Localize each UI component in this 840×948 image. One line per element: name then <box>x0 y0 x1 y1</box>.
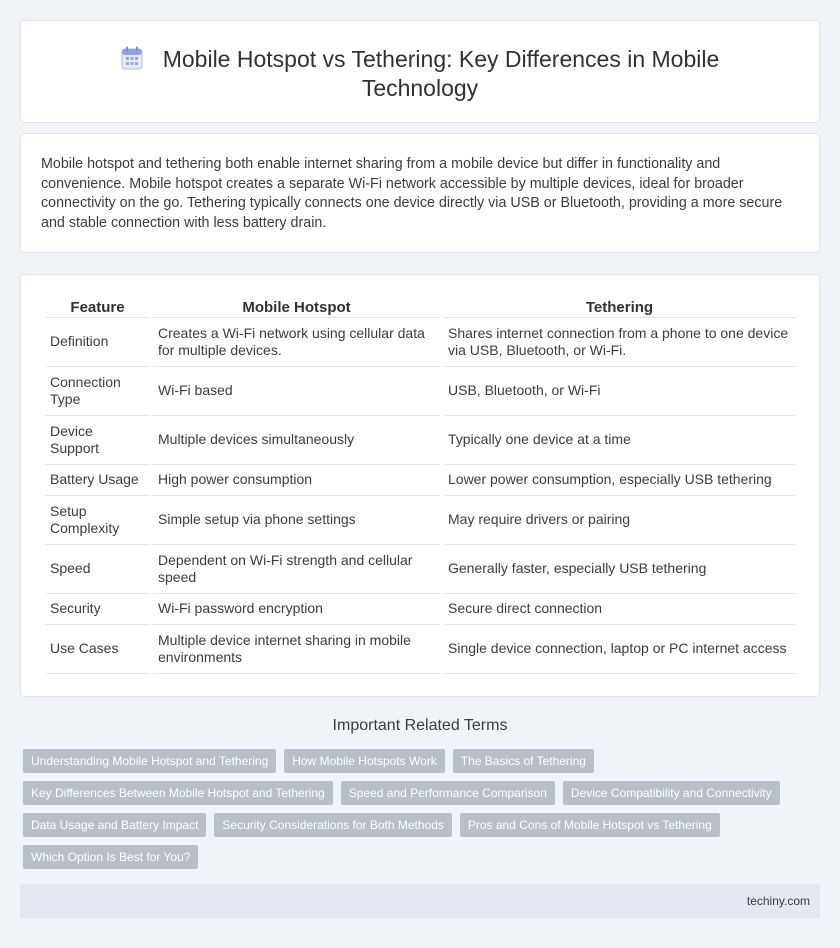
row-tethering: Lower power consumption, especially USB tethering <box>443 465 796 496</box>
comparison-table <box>42 298 799 674</box>
row-hotspot: Multiple device internet sharing in mobile environments <box>153 625 440 674</box>
table-row <box>45 416 796 465</box>
table-row <box>45 367 796 416</box>
row-hotspot: Simple setup via phone settings <box>153 496 440 545</box>
related-term-tag[interactable]: Which Option Is Best for You? <box>23 845 198 869</box>
related-term-tag[interactable]: Speed and Performance Comparison <box>341 781 555 805</box>
site-link[interactable]: techiny.com <box>746 894 810 908</box>
row-tethering: May require drivers or pairing <box>443 496 796 545</box>
header-mobile-hotspot: Mobile Hotspot <box>153 298 440 318</box>
row-tethering: USB, Bluetooth, or Wi-Fi <box>443 367 796 416</box>
row-tethering: Secure direct connection <box>443 594 796 625</box>
table-row <box>45 545 796 594</box>
title-line-2: Technology <box>361 75 479 101</box>
row-feature: Battery Usage <box>45 465 150 496</box>
related-term-tag[interactable]: Understanding Mobile Hotspot and Tethering <box>23 749 276 773</box>
row-hotspot: Wi-Fi password encryption <box>153 594 440 625</box>
header-feature: Feature <box>45 298 150 318</box>
row-tethering: Generally faster, especially USB tethering <box>443 545 796 594</box>
intro-card <box>20 133 820 253</box>
related-term-tag[interactable]: The Basics of Tethering <box>453 749 594 773</box>
table-row <box>45 318 796 367</box>
related-term-tag[interactable]: Security Considerations for Both Methods <box>214 813 451 837</box>
calendar-icon <box>121 46 143 70</box>
row-tethering: Typically one device at a time <box>443 416 796 465</box>
related-term-tag[interactable]: Data Usage and Battery Impact <box>23 813 206 837</box>
related-term-tag[interactable]: Pros and Cons of Mobile Hotspot vs Tethering <box>460 813 720 837</box>
related-term-tag[interactable]: Key Differences Between Mobile Hotspot and Tethering <box>23 781 333 805</box>
footer <box>20 884 820 918</box>
title-card <box>20 20 820 123</box>
row-feature: Setup Complexity <box>45 496 150 545</box>
related-term-tag[interactable]: Device Compatibility and Connectivity <box>563 781 780 805</box>
row-hotspot: Creates a Wi-Fi network using cellular data for multiple devices. <box>153 318 440 367</box>
table-row <box>45 496 796 545</box>
table-row <box>45 465 796 496</box>
row-feature: Device Support <box>45 416 150 465</box>
page-title <box>21 45 819 103</box>
row-hotspot: Multiple devices simultaneously <box>153 416 440 465</box>
intro-paragraph: Mobile hotspot and tethering both enable internet sharing from a mobile device but differ in functionality and convenience. Mobile hotspot creates a separate Wi-Fi network accessible by multiple devices, ideal for broader connectivity on the go. Tethering typically connects one device directly via USB or Bluetooth, providing a more secure and stable connection with less battery drain. <box>41 156 783 231</box>
related-terms-heading: Important Related Terms <box>332 717 508 734</box>
row-tethering: Shares internet connection from a phone to one device via USB, Bluetooth, or Wi-Fi. <box>443 318 796 367</box>
row-hotspot: Dependent on Wi-Fi strength and cellular speed <box>153 545 440 594</box>
comparison-table-card <box>20 274 820 697</box>
table-row <box>45 594 796 625</box>
related-terms-list <box>23 749 823 877</box>
header-tethering: Tethering <box>443 298 796 318</box>
row-hotspot: Wi-Fi based <box>153 367 440 416</box>
table-header-row <box>45 298 796 318</box>
row-feature: Security <box>45 594 150 625</box>
row-hotspot: High power consumption <box>153 465 440 496</box>
row-feature: Speed <box>45 545 150 594</box>
row-feature: Use Cases <box>45 625 150 674</box>
row-feature: Connection Type <box>45 367 150 416</box>
row-tethering: Single device connection, laptop or PC internet access <box>443 625 796 674</box>
table-row <box>45 625 796 674</box>
row-feature: Definition <box>45 318 150 367</box>
related-term-tag[interactable]: How Mobile Hotspots Work <box>284 749 445 773</box>
title-line-1: Mobile Hotspot vs Tethering: Key Differences in Mobile <box>162 46 720 72</box>
